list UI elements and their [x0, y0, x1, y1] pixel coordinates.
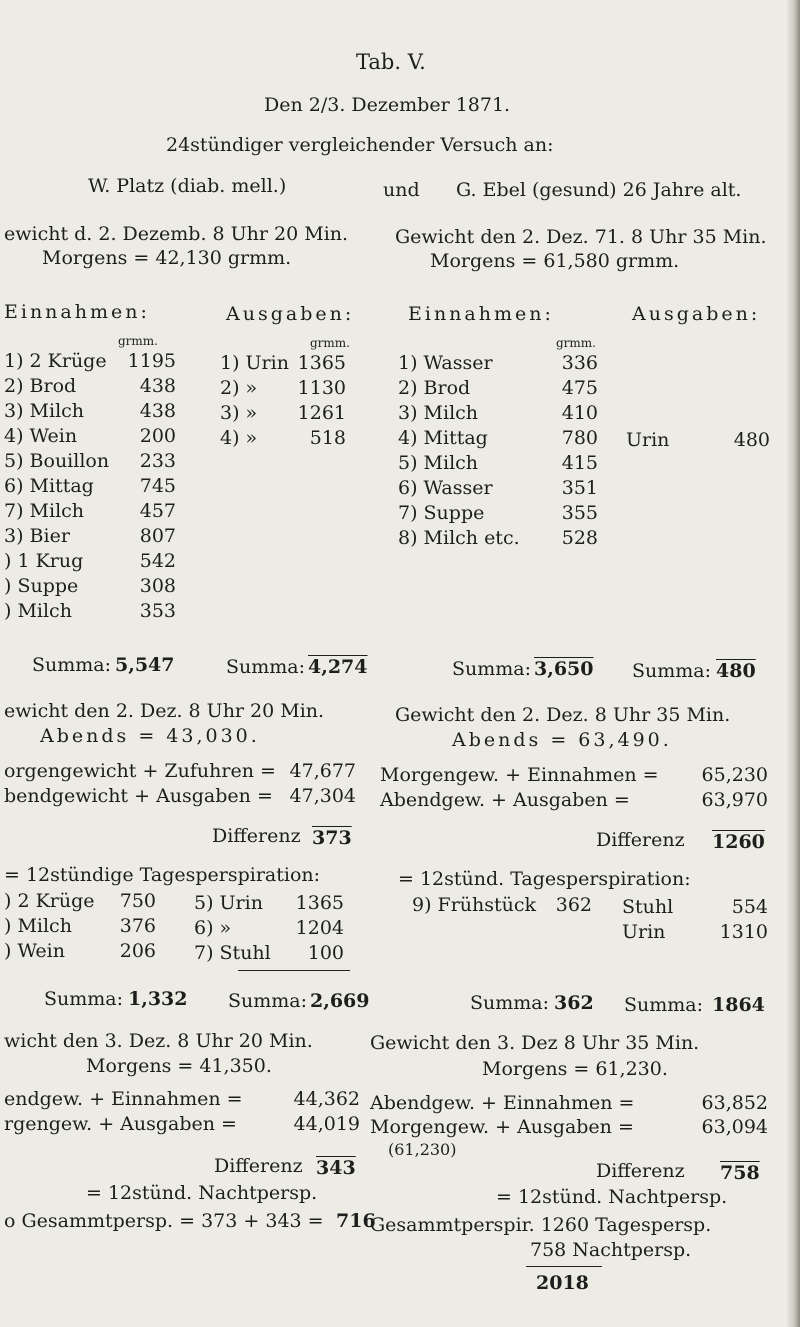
left-difference-2: 343: [316, 1157, 356, 1179]
left-day-intake-summa: 1,332: [128, 988, 188, 1010]
left-weight-next-morning-value: Morgens = 41,350.: [86, 1055, 272, 1077]
list-item: 4) Mittag: [398, 427, 488, 449]
date-heading: Den 2/3. Dezember 1871.: [264, 94, 511, 116]
list-item: ) 1 Krug: [4, 550, 84, 572]
left-weight-evening-value: Abends = 43,030.: [40, 725, 260, 747]
right-intake-summa-label: Summa:: [452, 658, 532, 680]
right-total-perspiration: 2018: [536, 1272, 589, 1294]
left-calc-evening-plus-output: bendgewicht + Ausgaben =: [4, 785, 273, 807]
right-calc-evening-plus-output-value: 63,970: [701, 789, 768, 811]
left-day-sum-rule: [238, 970, 350, 971]
list-value: 1195: [127, 350, 176, 372]
list-value: 1204: [295, 917, 344, 939]
right-weight-next-morning-value: Morgens = 61,230.: [482, 1058, 668, 1080]
subject-a: W. Platz (diab. mell.): [88, 175, 287, 197]
list-value: 745: [139, 475, 176, 497]
list-value: 415: [561, 452, 598, 474]
list-value: 1365: [295, 892, 344, 914]
list-value: 750: [119, 890, 156, 912]
right-calc-morning-plus-output-value: 63,094: [701, 1116, 768, 1138]
left-day-output-summa: 2,669: [310, 990, 370, 1012]
list-value: 410: [561, 402, 598, 424]
list-item: Urin: [622, 921, 666, 943]
list-item: 1) Wasser: [398, 352, 493, 374]
right-output-summa: 480: [716, 660, 756, 682]
list-value: 438: [139, 375, 176, 397]
list-item: 7) Stuhl: [194, 942, 271, 964]
list-value: 308: [139, 575, 176, 597]
left-difference: 373: [312, 827, 352, 849]
left-night-perspiration: = 12stünd. Nachtpersp.: [86, 1182, 318, 1204]
left-calc-morning-plus-intake-value: 47,677: [289, 760, 356, 782]
right-paren-note: (61,230): [388, 1140, 457, 1159]
list-value: 475: [561, 377, 598, 399]
right-day-intake-label: 9) Frühstück: [412, 894, 537, 916]
page-edge-shadow: [786, 0, 800, 1327]
list-item: ) Suppe: [4, 575, 79, 597]
left-output-summa: 4,274: [308, 656, 368, 678]
left-total-perspiration-label: o Gesammtpersp. = 373 + 343 =: [4, 1210, 324, 1232]
right-night-perspiration: = 12stünd. Nachtpersp.: [496, 1186, 728, 1208]
list-item: ) Wein: [4, 940, 65, 962]
list-value: 206: [119, 940, 156, 962]
right-calc-evening-plus-intake: Abendgew. + Einnahmen =: [370, 1092, 635, 1114]
right-calc-evening-plus-intake-value: 63,852: [701, 1092, 768, 1114]
right-total-perspiration-line1: Gesammtperspir. 1260 Tagespersp.: [370, 1214, 712, 1236]
list-item: 4) Wein: [4, 425, 78, 447]
right-day-intake-summa: 362: [554, 992, 594, 1014]
list-value: 807: [139, 525, 176, 547]
right-day-output-summa: 1864: [712, 994, 765, 1016]
left-intake-summa: 5,547: [115, 654, 175, 676]
right-calc-morning-plus-intake: Morgengew. + Einnahmen =: [380, 764, 659, 786]
list-item: 6) »: [194, 917, 232, 939]
list-item: 3) »: [220, 402, 258, 424]
list-value: 1365: [297, 352, 346, 374]
list-item: 6) Mittag: [4, 475, 94, 497]
left-difference-2-label: Differenz: [214, 1155, 303, 1177]
list-value: 1261: [297, 402, 346, 424]
list-value: 351: [561, 477, 598, 499]
right-calc-morning-plus-output: Morgengew. + Ausgaben =: [370, 1116, 634, 1138]
list-item: 1) 2 Krüge: [4, 350, 107, 372]
list-item: 2) Brod: [398, 377, 471, 399]
list-item: 5) Milch: [398, 452, 479, 474]
list-value: 457: [139, 500, 176, 522]
right-difference-label: Differenz: [596, 829, 685, 851]
list-item: 2) »: [220, 377, 258, 399]
list-value: 1310: [719, 921, 768, 943]
right-intake-unit: grmm.: [556, 336, 596, 350]
left-total-perspiration: 716: [336, 1210, 376, 1232]
right-output-value: 480: [733, 429, 770, 451]
list-value: 438: [139, 400, 176, 422]
right-intake-heading: Einnahmen:: [408, 303, 554, 325]
list-item: 7) Milch: [4, 500, 85, 522]
list-value: 355: [561, 502, 598, 524]
right-day-summa-label: Summa:: [470, 992, 550, 1014]
list-value: 780: [561, 427, 598, 449]
list-value: 233: [139, 450, 176, 472]
und-label: und: [383, 179, 420, 201]
left-calc-morning-plus-intake: orgengewicht + Zufuhren =: [4, 760, 276, 782]
right-day-perspiration-heading: = 12stünd. Tagesperspiration:: [398, 868, 691, 890]
left-output-unit: grmm.: [310, 336, 350, 350]
left-difference-label: Differenz: [212, 825, 301, 847]
left-weight-next-morning: wicht den 3. Dez. 8 Uhr 20 Min.: [4, 1030, 313, 1052]
right-output-summa-label: Summa:: [632, 660, 712, 682]
right-weight-morning: Gewicht den 2. Dez. 71. 8 Uhr 35 Min.: [395, 226, 767, 248]
list-item: 6) Wasser: [398, 477, 493, 499]
left-weight-evening: ewicht den 2. Dez. 8 Uhr 20 Min.: [4, 700, 325, 722]
list-value: 336: [561, 352, 598, 374]
left-output-summa-label: Summa:: [226, 656, 306, 678]
right-day-intake-value: 362: [555, 894, 592, 916]
list-item: 3) Bier: [4, 525, 70, 547]
right-total-rule: [526, 1266, 602, 1267]
left-weight-morning: ewicht d. 2. Dezemb. 8 Uhr 20 Min.: [4, 223, 349, 245]
list-item: 5) Urin: [194, 892, 263, 914]
left-output-heading: Ausgaben:: [226, 303, 355, 325]
list-value: 100: [307, 942, 344, 964]
left-day-summa-label: Summa:: [44, 988, 124, 1010]
left-intake-heading: Einnahmen:: [4, 301, 150, 323]
list-item: ) Milch: [4, 915, 72, 937]
right-difference-2-label: Differenz: [596, 1160, 685, 1182]
left-day-perspiration-heading: = 12stündige Tagesperspiration:: [4, 864, 321, 886]
list-item: ) Milch: [4, 600, 72, 622]
right-weight-evening-value: Abends = 63,490.: [452, 729, 672, 751]
left-calc-morning-plus-output-value: 44,019: [293, 1113, 360, 1135]
left-calc-evening-plus-intake-value: 44,362: [293, 1088, 360, 1110]
left-calc-evening-plus-output-value: 47,304: [289, 785, 356, 807]
left-calc-morning-plus-output: rgengew. + Ausgaben =: [4, 1113, 237, 1135]
list-value: 376: [119, 915, 156, 937]
left-calc-evening-plus-intake: endgew. + Einnahmen =: [4, 1088, 243, 1110]
list-value: 200: [139, 425, 176, 447]
list-item: 1) Urin: [220, 352, 289, 374]
table-number: Tab. V.: [356, 50, 426, 74]
list-value: 353: [139, 600, 176, 622]
right-calc-morning-plus-intake-value: 65,230: [701, 764, 768, 786]
right-output-label: Urin: [626, 429, 670, 451]
right-weight-next-morning: Gewicht den 3. Dez 8 Uhr 35 Min.: [370, 1032, 700, 1054]
right-output-heading: Ausgaben:: [632, 303, 761, 325]
right-intake-summa: 3,650: [534, 658, 594, 680]
list-item: ) 2 Krüge: [4, 890, 95, 912]
left-weight-morning-value: Morgens = 42,130 grmm.: [42, 247, 292, 269]
subtitle: 24stündiger vergleichender Versuch an:: [166, 134, 554, 156]
list-item: 5) Bouillon: [4, 450, 110, 472]
left-day-output-summa-label: Summa:: [228, 990, 308, 1012]
list-item: Stuhl: [622, 896, 674, 918]
list-item: 2) Brod: [4, 375, 77, 397]
list-value: 554: [731, 896, 768, 918]
right-weight-evening: Gewicht den 2. Dez. 8 Uhr 35 Min.: [395, 704, 731, 726]
right-weight-morning-value: Morgens = 61,580 grmm.: [430, 250, 680, 272]
list-item: 7) Suppe: [398, 502, 485, 524]
list-item: 3) Milch: [398, 402, 479, 424]
list-item: 3) Milch: [4, 400, 85, 422]
right-total-perspiration-line2: 758 Nachtpersp.: [530, 1239, 692, 1261]
right-difference: 1260: [712, 831, 765, 853]
list-value: 528: [561, 527, 598, 549]
list-item: 4) »: [220, 427, 258, 449]
right-day-output-summa-label: Summa:: [624, 994, 704, 1016]
list-item: 8) Milch etc.: [398, 527, 520, 549]
list-value: 1130: [297, 377, 346, 399]
left-intake-summa-label: Summa:: [32, 654, 112, 676]
list-value: 518: [309, 427, 346, 449]
left-intake-unit: grmm.: [118, 334, 158, 348]
right-calc-evening-plus-output: Abendgew. + Ausgaben =: [380, 789, 630, 811]
list-value: 542: [139, 550, 176, 572]
subject-b: G. Ebel (gesund) 26 Jahre alt.: [456, 179, 742, 201]
right-difference-2: 758: [720, 1162, 760, 1184]
